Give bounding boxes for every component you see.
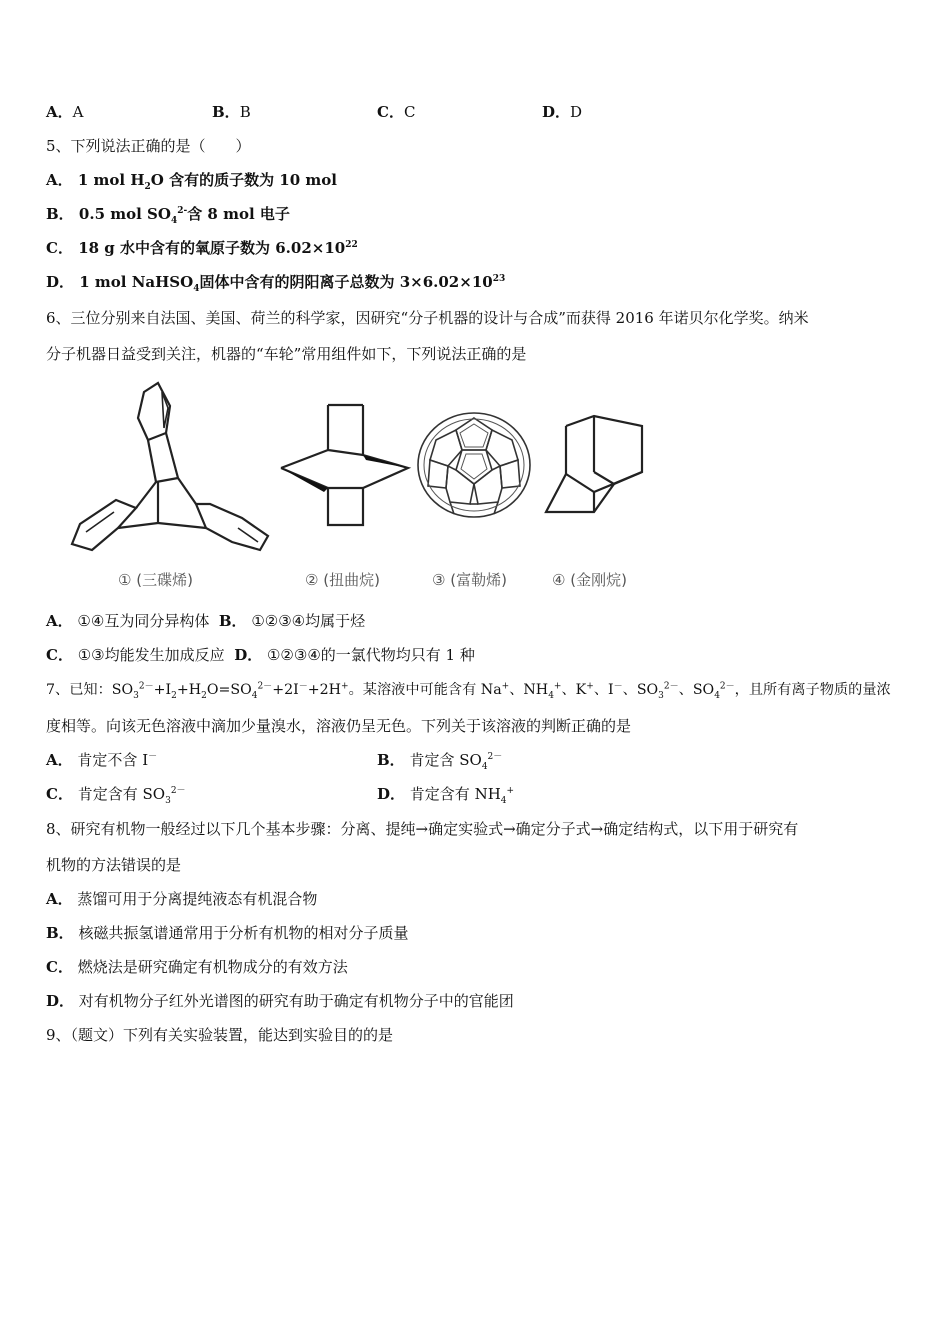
q7-stem-line2: 度相等。向该无色溶液中滴加少量溴水，溶液仍呈无色。下列关于该溶液的判断正确的是 [46,717,632,735]
q5-option-d: D． 1 mol NaHSO$_4$固体中含有的阴阳离子总数为 $3\times 6.02\times 10^{23}$ [46,273,506,294]
q6-stem-line2: 分子机器日益受到关注，机器的“车轮”常用组件如下，下列说法正确的是 [46,345,527,363]
q7-option-d: D． 肯定含有 $NH_4^+$ [377,785,515,806]
q4-option-b: B．B [212,103,251,121]
caption-triptycene: ① (三碟烯) [118,571,193,589]
q8-stem-line2: 机物的方法错误的是 [46,856,182,874]
q4-option-c: C．C [377,103,416,121]
caption-adamantane: ④ (金刚烷) [552,571,627,589]
q8-stem-line1: 8、研究有机物一般经过以下几个基本步骤：分离、提纯→确定实验式→确定分子式→确定结构式，以下用于研究有 [46,820,799,838]
q4-option-a: A．A [46,103,84,121]
q9-stem: 9、（题文）下列有关实验装置，能达到实验目的的是 [46,1026,394,1044]
triptycene-figure [60,378,275,558]
q6-options-ab: A． ①④互为同分异构体 B． ①②③④均属于烃 [46,612,366,630]
caption-twistane: ② (扭曲烷) [305,571,380,589]
q5-option-a: A． 1 mol $H_2O$ 含有的质子数为 10 mol [46,171,337,192]
q4-option-d: D．D [542,103,583,121]
q8-option-d: D． 对有机物分子红外光谱图的研究有助于确定有机物分子中的官能团 [46,992,514,1010]
q5-option-b: B． 0.5 mol $SO_4^{2-}$含 8 mol 电子 [46,205,290,226]
q8-option-c: C． 燃烧法是研究确定有机物成分的有效方法 [46,958,348,976]
q7-option-a: A． 肯定不含 I－ [46,751,158,769]
adamantane-figure [540,412,650,520]
fullerene-figure [414,410,534,520]
twistane-figure [278,400,413,530]
q8-option-a: A． 蒸馏可用于分离提纯液态有机混合物 [46,890,318,908]
q5-stem: 5、下列说法正确的是（ ） [46,137,251,155]
caption-fullerene: ③ (富勒烯) [432,571,507,589]
q7-option-c: C． 肯定含有 $SO_3^{2-}$ [46,785,186,806]
q7-stem-line1: 7、已知：$SO_3^{2-}+I_2+H_2O=SO_4^{2-}+2I^-+2H^+$。某溶液中可能含有 Na+、$NH_4^+$、K+、I－、$SO_3^{2-}$、$SO_4^{2-}$，且所有离子物质的量浓 [46,681,891,701]
q8-option-b: B． 核磁共振氢谱通常用于分析有机物的相对分子质量 [46,924,409,942]
q5-option-c: C． 18 g 水中含有的氧原子数为 $6.02\times 10^{22}$ [46,239,358,257]
q6-options-cd: C． ①③均能发生加成反应 D． ①②③④的一氯代物均只有 1 种 [46,646,475,664]
q7-option-b: B． 肯定含 $SO_4^{2-}$ [377,751,503,772]
q6-stem-line1: 6、三位分别来自法国、美国、荷兰的科学家，因研究“分子机器的设计与合成”而获得 2016 年诺贝尔化学奖。纳米 [46,309,809,327]
